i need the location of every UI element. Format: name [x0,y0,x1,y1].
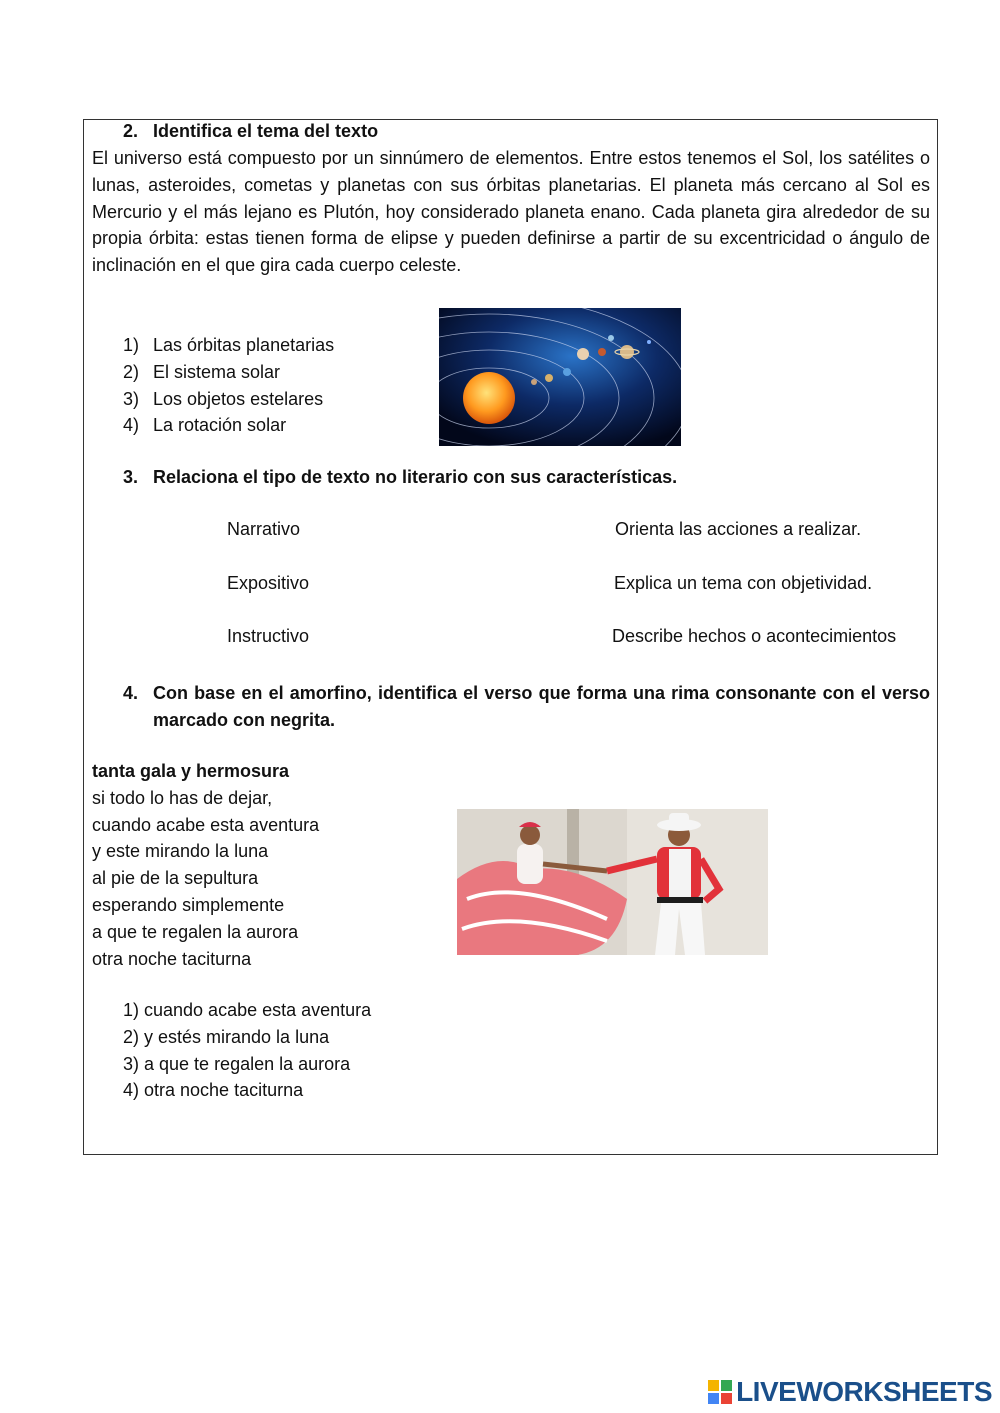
poem-verse: cuando acabe esta aventura [92,814,320,835]
question-3-title [123,467,677,488]
poem-verse: al pie de la sepultura [92,868,259,889]
question-2-options [123,332,334,439]
question-4-number: 4. [123,683,139,703]
option-2[interactable]: 2) El sistema solar [123,361,281,382]
liveworksheets-logo[interactable] [708,1376,992,1408]
question-4-title [123,680,930,734]
question-3-title-text: Relaciona el tipo de texto no literario con sus características. [153,467,678,487]
answer-option-4[interactable]: 4) otra noche taciturna [123,1080,304,1101]
poem-verse: y este mirando la luna [92,841,269,862]
match-right-1[interactable]: Orienta las acciones a realizar. [615,519,862,539]
poem-bold-verse: tanta gala y hermosura [92,761,290,781]
answer-option-2[interactable]: 2) y estés mirando la luna [123,1026,330,1047]
option-4[interactable]: 4) La rotación solar [123,415,287,436]
question-4-answers [123,997,371,1104]
question-3-number: 3. [123,467,139,487]
match-left-2[interactable]: Expositivo [227,573,310,593]
solar-system-image [439,308,681,446]
liveworksheets-icon [708,1380,732,1404]
sun-shape [463,372,515,424]
dancers-illustration [457,809,768,955]
poem-verse: esperando simplemente [92,894,285,915]
question-2-title-text: Identifica el tema del texto [153,121,379,141]
liveworksheets-wordmark: LIVEWORKSHEETS [736,1376,992,1407]
question-2-paragraph: El universo está compuesto por un sinnúmero de elementos. Entre estos tenemos el Sol, los satélites o lunas, asteroides, cometas y planetas con sus órbitas planetarias. El planeta más cercano al Sol es Mercurio y el más lejano es Plutón, hoy considerado planeta enano. Cada planeta gira alrededor de su propia órbita: estas tienen forma de elipse y pueden definirse a partir de su excentricidad o ángulo de inclinación en el que gira cada cuerpo celeste. [92,148,930,276]
dancers-image [457,809,768,955]
match-right-3[interactable]: Describe hechos o acontecimientos [612,626,897,646]
option-3[interactable]: 3) Los objetos estelares [123,388,324,409]
solar-system-illustration [439,308,681,446]
match-left-3[interactable]: Instructivo [227,626,310,646]
question-2-title [123,121,378,142]
match-left-1[interactable]: Narrativo [227,519,301,539]
match-right-2[interactable]: Explica un tema con objetividad. [614,573,873,593]
answer-option-1[interactable]: 1) cuando acabe esta aventura [123,1000,372,1020]
option-1[interactable]: 1) Las órbitas planetarias [123,335,335,355]
question-4-title-text: Con base en el amorfino, identifica el verso que forma una rima consonante con el verso marcado con negrita. [153,683,930,730]
poem-verse: otra noche taciturna [92,948,252,969]
amorfino-poem [92,758,319,972]
answer-option-3[interactable]: 3) a que te regalen la aurora [123,1053,351,1074]
poem-verse: a que te regalen la aurora [92,921,299,942]
poem-verse: si todo lo has de dejar, [92,787,273,808]
question-2-number: 2. [123,121,139,141]
